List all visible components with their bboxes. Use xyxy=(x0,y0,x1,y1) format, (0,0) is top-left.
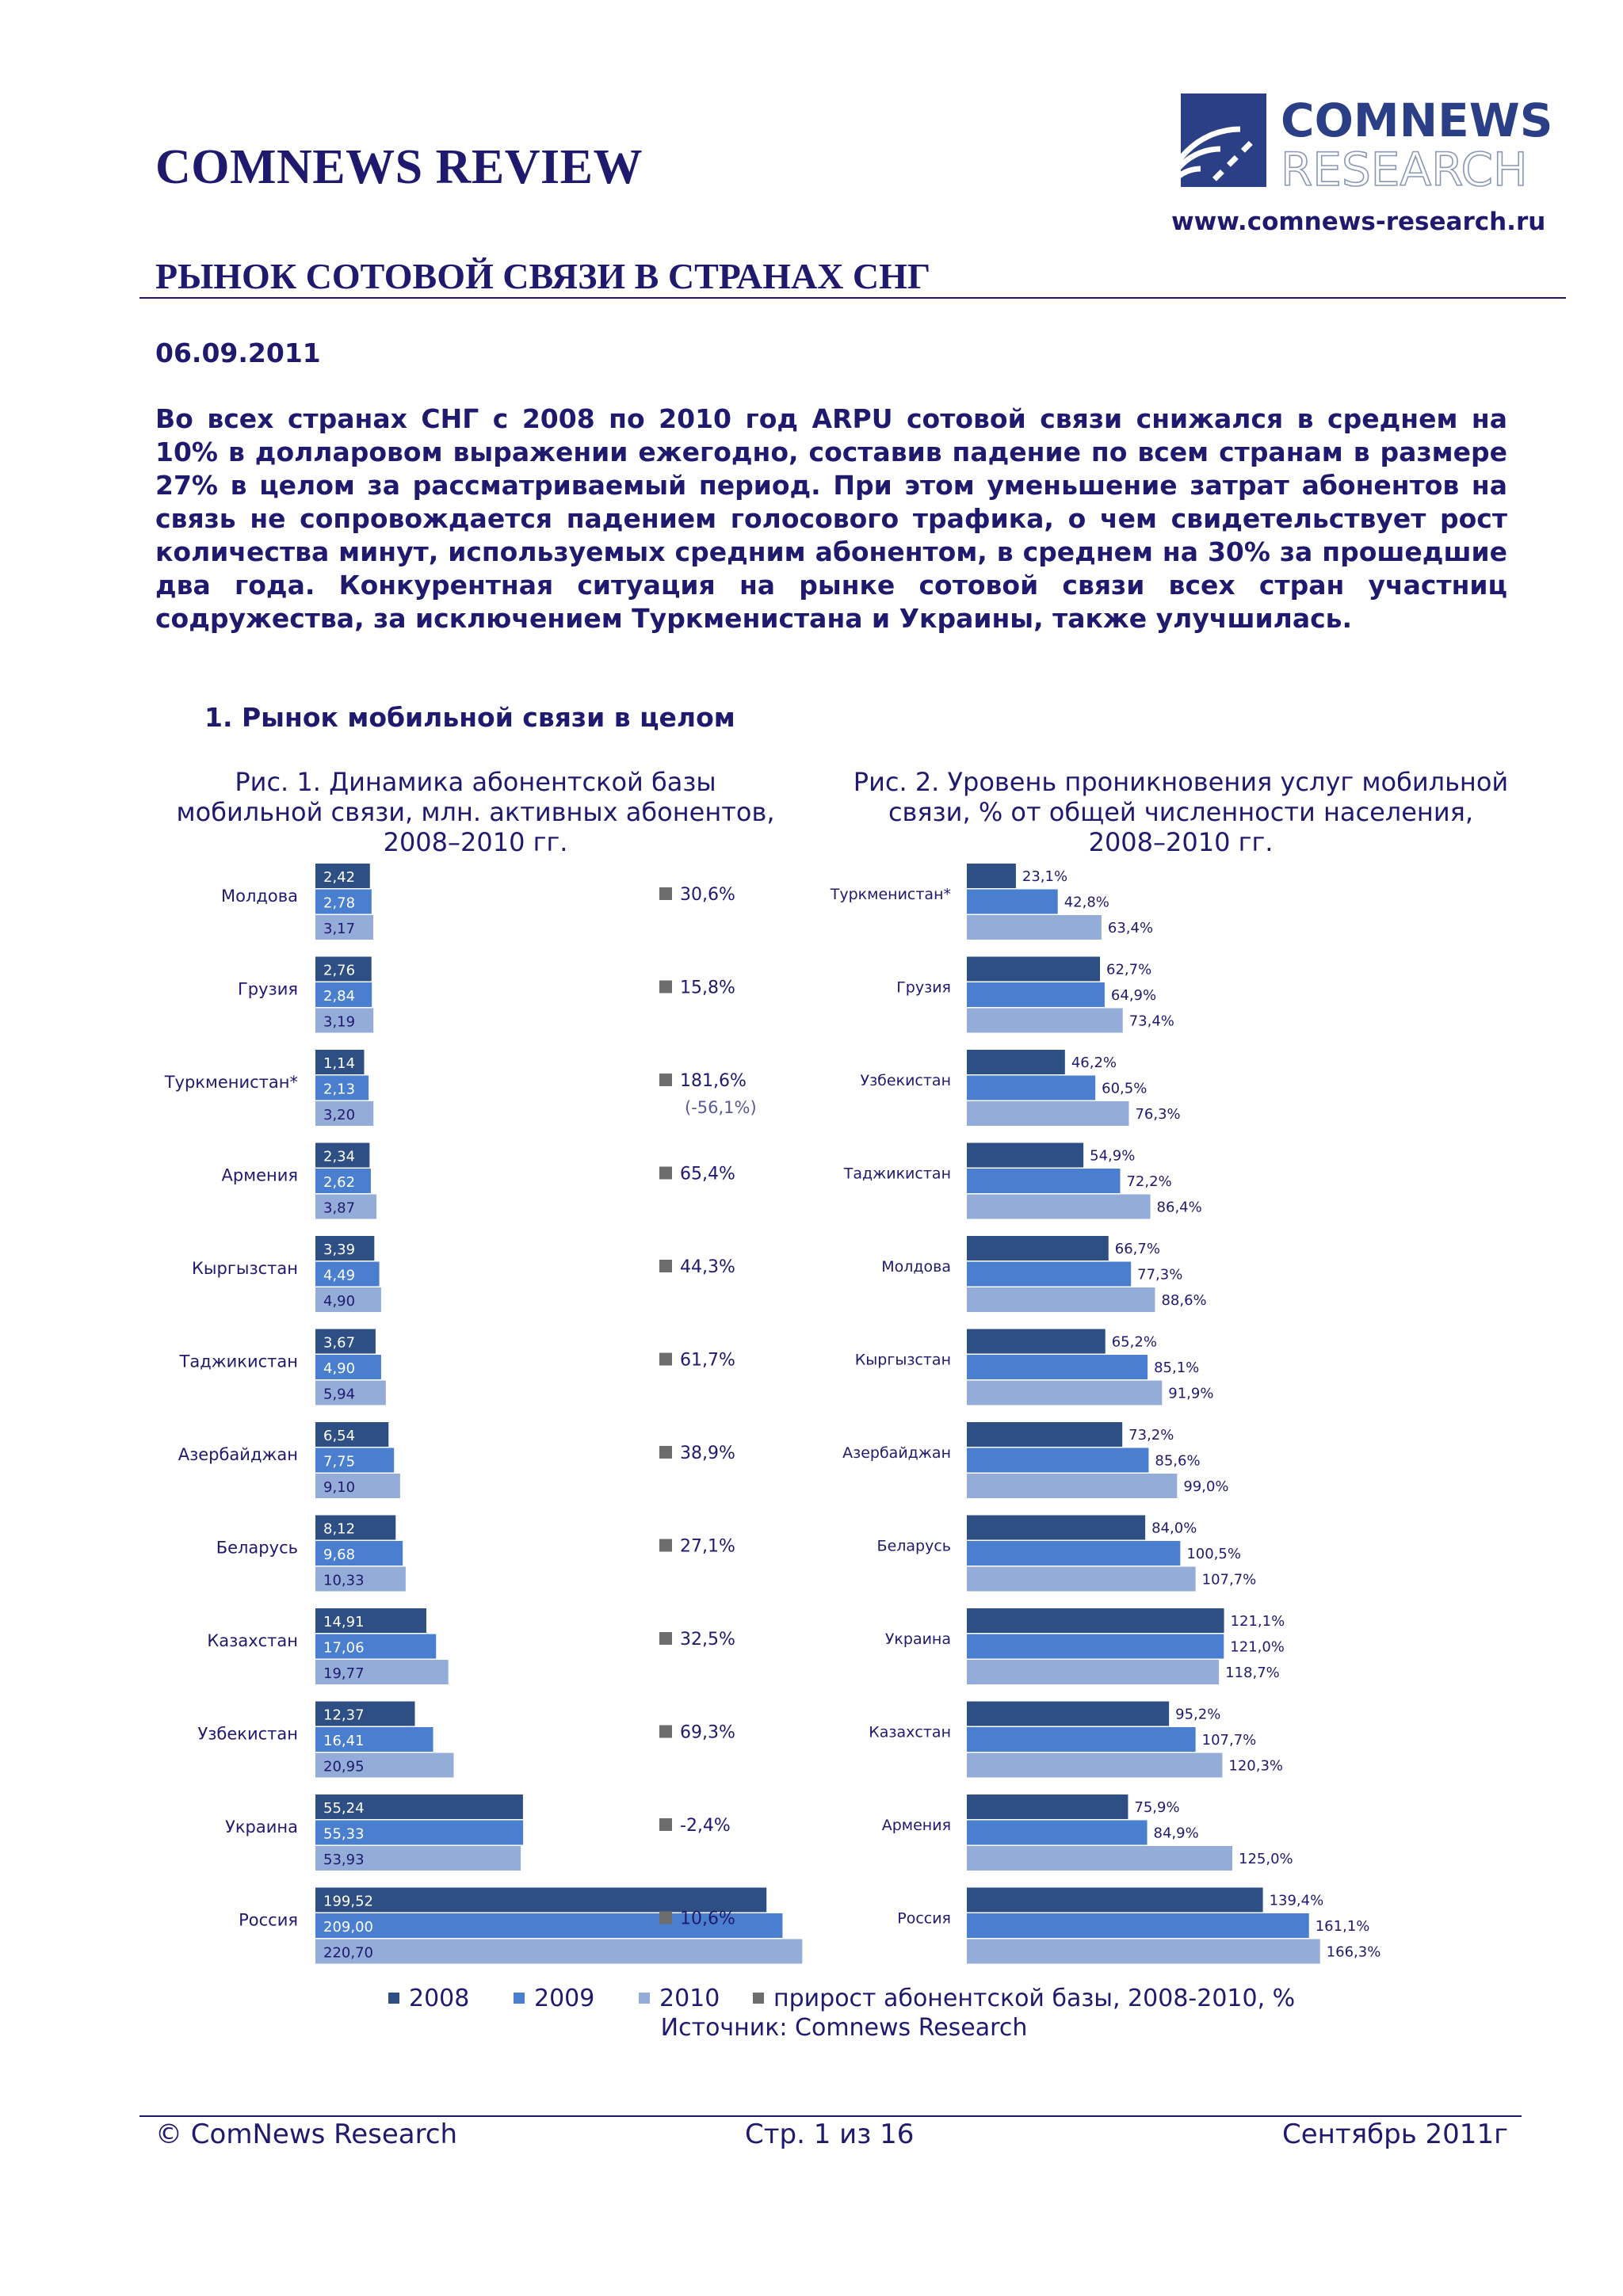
fig1-growth-label-кыргызстан: 44,3% xyxy=(680,1257,735,1277)
figure-1-caption: Рис. 1. Динамика абонентской базы мобильной связи, млн. активных абонентов, 2008–2010 гг. xyxy=(176,767,775,857)
fig1-bar-label-2008-азербайджан: 6,54 xyxy=(323,1428,356,1444)
fig2-category-казахстан: Казахстан xyxy=(869,1723,951,1741)
fig2-category-украина: Украина xyxy=(884,1630,951,1648)
fig2-category-грузия: Грузия xyxy=(896,978,951,997)
fig2-bar-2009-украина xyxy=(967,1634,1224,1659)
fig2-bar-label-2009-туркменистан: 42,8% xyxy=(1064,894,1109,911)
fig2-bar-label-2010-россия: 166,3% xyxy=(1326,1943,1381,1961)
footer-page-number: Стр. 1 из 16 xyxy=(745,2119,915,2150)
fig1-bar-label-2009-азербайджан: 7,75 xyxy=(323,1453,356,1470)
chart-legend xyxy=(388,1981,1371,2016)
fig2-bar-label-2009-молдова: 77,3% xyxy=(1137,1266,1183,1283)
fig1-bar-label-2010-беларусь: 10,33 xyxy=(323,1572,365,1589)
fig1-bar-label-2008-молдова: 2,42 xyxy=(323,869,356,886)
fig2-category-армения: Армения xyxy=(881,1817,951,1834)
fig2-bar-2008-молдова xyxy=(967,1236,1109,1261)
fig1-bar-label-2010-азербайджан: 9,10 xyxy=(323,1479,356,1496)
fig2-category-молдова: Молдова xyxy=(881,1258,951,1276)
legend-swatch-2009 xyxy=(514,1993,525,2004)
logo-text-top: COMNEWS xyxy=(1281,93,1553,147)
fig1-growth-label-армения: 65,4% xyxy=(680,1164,735,1184)
fig2-bar-label-2008-казахстан: 95,2% xyxy=(1175,1706,1221,1723)
fig2-category-таджикистан: Таджикистан xyxy=(843,1165,951,1183)
fig1-bar-label-2010-молдова: 3,17 xyxy=(323,921,356,937)
fig1-bar-label-2010-туркменистан: 3,20 xyxy=(323,1107,356,1123)
fig1-growth-label-азербайджан: 38,9% xyxy=(680,1444,735,1463)
fig2-category-кыргызстан: Кыргызстан xyxy=(854,1351,951,1369)
fig1-growth-marker-молдова xyxy=(659,887,672,900)
fig1-bar-label-2009-казахстан: 17,06 xyxy=(323,1639,365,1657)
fig2-bar-2010-туркменистан xyxy=(967,915,1102,940)
legend-item-2009 xyxy=(514,1981,594,2016)
fig2-bar-2009-узбекистан xyxy=(967,1076,1095,1100)
fig2-bar-label-2010-грузия: 73,4% xyxy=(1128,1013,1174,1030)
fig2-bar-label-2008-украина: 121,1% xyxy=(1230,1613,1285,1630)
fig2-bar-label-2010-таджикистан: 86,4% xyxy=(1156,1199,1202,1216)
legend-item-2008 xyxy=(388,1981,469,2016)
fig1-bar-label-2008-армения: 2,34 xyxy=(323,1148,356,1165)
fig2-bar-2010-азербайджан xyxy=(967,1474,1177,1498)
fig1-growth-label-молдова: 30,6% xyxy=(680,885,735,905)
fig1-category-беларусь: Беларусь xyxy=(216,1538,298,1558)
fig1-growth-label-казахстан: 32,5% xyxy=(680,1630,735,1650)
fig2-bar-2008-грузия xyxy=(967,957,1100,982)
fig2-bar-label-2009-казахстан: 107,7% xyxy=(1201,1732,1257,1749)
fig1-growth-label-россия: 10,6% xyxy=(680,1909,735,1929)
legend-swatch-2010 xyxy=(639,1993,650,2004)
fig1-category-казахстан: Казахстан xyxy=(207,1631,298,1650)
fig2-bar-2008-таджикистан xyxy=(967,1143,1083,1168)
fig1-bar-label-2010-грузия: 3,19 xyxy=(323,1013,356,1031)
fig1-bar-label-2008-узбекистан: 12,37 xyxy=(323,1707,365,1724)
fig1-bar-label-2008-украина: 55,24 xyxy=(323,1800,365,1817)
fig2-bar-label-2008-беларусь: 84,0% xyxy=(1151,1520,1197,1537)
fig1-category-грузия: Грузия xyxy=(237,979,298,999)
fig1-growth-marker-туркменистан xyxy=(659,1074,672,1086)
fig2-bar-label-2009-кыргызстан: 85,1% xyxy=(1154,1360,1200,1376)
fig1-growth-label-узбекистан: 69,3% xyxy=(680,1722,735,1743)
fig2-bar-label-2010-казахстан: 120,3% xyxy=(1228,1757,1284,1775)
fig1-growth-marker-казахстан xyxy=(659,1632,672,1645)
fig2-bar-label-2008-грузия: 62,7% xyxy=(1106,961,1152,978)
fig2-bar-label-2010-молдова: 88,6% xyxy=(1161,1292,1207,1309)
fig1-growth-marker-украина xyxy=(659,1818,672,1831)
fig1-growth-marker-кыргызстан xyxy=(659,1260,672,1272)
fig2-bar-label-2009-таджикистан: 72,2% xyxy=(1126,1173,1172,1190)
fig2-bar-label-2009-россия: 161,1% xyxy=(1315,1918,1370,1935)
fig2-bar-2009-таджикистан xyxy=(967,1169,1120,1193)
fig2-bar-2008-туркменистан xyxy=(967,864,1016,888)
fig2-bar-label-2008-армения: 75,9% xyxy=(1134,1799,1180,1816)
fig2-bar-2008-узбекистан xyxy=(967,1050,1065,1074)
footer-divider xyxy=(139,2115,1522,2117)
fig1-bar-label-2010-украина: 53,93 xyxy=(323,1852,365,1868)
site-url-link[interactable]: www.comnews-research.ru xyxy=(1171,208,1546,236)
review-title: COMNEWS REVIEW xyxy=(155,140,643,194)
fig1-bar-label-2009-молдова: 2,78 xyxy=(323,894,356,912)
legend-item-2010 xyxy=(639,1981,720,2016)
fig2-category-узбекистан: Узбекистан xyxy=(860,1072,951,1089)
fig1-growth-label-таджикистан: 61,7% xyxy=(680,1350,735,1371)
sub-heading: 1. Рынок мобильной связи в целом xyxy=(204,702,735,733)
fig1-bar-label-2010-таджикистан: 5,94 xyxy=(323,1386,356,1403)
legend-item-growth xyxy=(753,1981,1295,2016)
fig1-category-азербайджан: Азербайджан xyxy=(178,1445,298,1464)
fig1-growth-label-туркменистан: 181,6% xyxy=(680,1071,747,1091)
fig1-growth-marker-беларусь xyxy=(659,1539,672,1552)
fig2-bar-label-2009-украина: 121,0% xyxy=(1230,1638,1285,1656)
fig2-bar-label-2009-азербайджан: 85,6% xyxy=(1155,1452,1201,1470)
fig2-bar-label-2008-кыргызстан: 65,2% xyxy=(1111,1333,1157,1351)
fig1-bar-label-2010-армения: 3,87 xyxy=(323,1199,356,1217)
fig1-growth-marker-таджикистан xyxy=(659,1353,672,1366)
fig2-bar-label-2008-туркменистан: 23,1% xyxy=(1022,868,1068,885)
fig1-bar-label-2009-кыргызстан: 4,49 xyxy=(323,1267,356,1284)
fig2-bar-label-2009-узбекистан: 60,5% xyxy=(1102,1080,1148,1097)
fig1-category-россия: Россия xyxy=(239,1910,298,1930)
fig1-bar-label-2010-кыргызстан: 4,90 xyxy=(323,1293,356,1310)
fig1-growth-marker-азербайджан xyxy=(659,1446,672,1459)
legend-label-2010: 2010 xyxy=(659,1984,720,2012)
legend-swatch-growth xyxy=(753,1993,764,2004)
fig1-bar-label-2008-кыргызстан: 3,39 xyxy=(323,1241,356,1258)
fig1-category-кыргызстан: Кыргызстан xyxy=(192,1259,298,1278)
charts-svg xyxy=(151,864,1466,2004)
fig2-bar-2010-кыргызстан xyxy=(967,1381,1162,1405)
footer-date: Сентябрь 2011г xyxy=(1282,2119,1508,2150)
fig2-category-беларусь: Беларусь xyxy=(876,1537,951,1555)
fig2-bar-2010-узбекистан xyxy=(967,1101,1128,1126)
fig2-bar-label-2009-грузия: 64,9% xyxy=(1110,987,1157,1004)
legend-label-growth: прирост абонентской базы, 2008-2010, % xyxy=(773,1984,1296,2012)
fig1-bar-label-2008-россия: 199,52 xyxy=(323,1893,373,1910)
fig1-bar-label-2009-армения: 2,62 xyxy=(323,1174,356,1191)
fig1-growth-marker-узбекистан xyxy=(659,1726,672,1738)
legend-label-2008: 2008 xyxy=(409,1984,470,2012)
fig2-bar-label-2009-армения: 84,9% xyxy=(1153,1825,1199,1842)
fig2-bar-2010-армения xyxy=(967,1846,1232,1871)
fig1-growth-note: (-56,1%) xyxy=(685,1098,757,1117)
fig1-bar-label-2008-грузия: 2,76 xyxy=(323,962,356,979)
fig2-bar-label-2010-азербайджан: 99,0% xyxy=(1183,1478,1229,1495)
fig1-bar-2010-россия xyxy=(315,1939,802,1964)
fig2-bar-label-2008-россия: 139,4% xyxy=(1269,1892,1324,1909)
fig1-bar-label-2008-казахстан: 14,91 xyxy=(323,1614,365,1630)
logo-text-bottom: RESEARCH xyxy=(1281,143,1528,193)
fig2-bar-label-2008-таджикистан: 54,9% xyxy=(1090,1147,1136,1165)
fig2-bar-2008-украина xyxy=(967,1608,1224,1633)
publication-date: 06.09.2011 xyxy=(155,338,321,368)
fig1-bar-label-2009-украина: 55,33 xyxy=(323,1825,365,1843)
fig2-bar-2008-армения xyxy=(967,1794,1128,1819)
comnews-research-logo[interactable] xyxy=(1181,93,1553,193)
fig2-bar-2010-таджикистан xyxy=(967,1195,1151,1219)
fig1-growth-label-украина: -2,4% xyxy=(680,1816,731,1836)
fig2-bar-2009-армения xyxy=(967,1821,1148,1845)
fig2-bar-2009-молдова xyxy=(967,1262,1131,1287)
fig2-bar-2010-грузия xyxy=(967,1009,1123,1033)
fig1-category-таджикистан: Таджикистан xyxy=(179,1352,298,1371)
fig2-bar-label-2010-кыргызстан: 91,9% xyxy=(1168,1385,1214,1402)
fig1-bar-label-2010-казахстан: 19,77 xyxy=(323,1665,365,1682)
fig2-bar-label-2009-беларусь: 100,5% xyxy=(1186,1546,1241,1562)
fig2-bar-2009-кыргызстан xyxy=(967,1355,1148,1379)
fig2-bar-2009-туркменистан xyxy=(967,890,1058,914)
logo-mark xyxy=(1181,93,1553,193)
fig1-growth-marker-грузия xyxy=(659,981,672,994)
fig2-bar-2010-молдова xyxy=(967,1287,1155,1312)
fig1-growth-label-беларусь: 27,1% xyxy=(680,1536,735,1557)
fig2-bar-2008-казахстан xyxy=(967,1702,1169,1726)
fig1-bar-label-2010-россия: 220,70 xyxy=(323,1944,373,1962)
fig2-bar-2008-кыргызстан xyxy=(967,1329,1106,1354)
fig2-bar-2010-беларусь xyxy=(967,1567,1196,1592)
footer-copyright: © ComNews Research xyxy=(155,2119,458,2150)
fig2-bar-label-2010-армения: 125,0% xyxy=(1239,1851,1293,1867)
fig1-bar-label-2008-беларусь: 8,12 xyxy=(323,1520,356,1538)
chart-source: Источник: Comnews Research xyxy=(660,2014,1028,2042)
title-divider xyxy=(139,297,1566,299)
fig1-bar-label-2009-таджикистан: 4,90 xyxy=(323,1360,356,1377)
fig2-bar-2009-казахстан xyxy=(967,1727,1196,1752)
fig1-category-молдова: Молдова xyxy=(220,887,298,906)
fig2-bar-2009-азербайджан xyxy=(967,1448,1148,1473)
fig2-category-россия: Россия xyxy=(897,1909,951,1928)
fig1-bar-label-2008-таджикистан: 3,67 xyxy=(323,1334,356,1352)
fig2-bar-2010-россия xyxy=(967,1939,1320,1964)
fig1-category-украина: Украина xyxy=(225,1817,298,1836)
charts-panel xyxy=(151,864,1466,2004)
fig1-bar-label-2009-россия: 209,00 xyxy=(323,1919,373,1936)
fig1-category-узбекистан: Узбекистан xyxy=(197,1724,298,1744)
fig1-bar-label-2008-туркменистан: 1,14 xyxy=(323,1055,356,1072)
fig1-category-армения: Армения xyxy=(221,1165,298,1185)
fig2-category-туркменистан: Туркменистан* xyxy=(830,886,951,903)
legend-label-2009: 2009 xyxy=(534,1984,595,2012)
section-title: РЫНОК СОТОВОЙ СВЯЗИ В СТРАНАХ СНГ xyxy=(155,256,931,296)
legend-swatch-2008 xyxy=(388,1993,399,2004)
fig2-bar-2010-украина xyxy=(967,1660,1219,1684)
fig1-bar-label-2009-узбекистан: 16,41 xyxy=(323,1733,365,1749)
fig2-bar-label-2008-узбекистан: 46,2% xyxy=(1071,1055,1117,1071)
fig2-bar-2008-россия xyxy=(967,1888,1263,1913)
fig2-bar-2008-азербайджан xyxy=(967,1422,1122,1447)
fig1-growth-marker-армения xyxy=(659,1167,672,1180)
fig2-bar-2010-казахстан xyxy=(967,1753,1222,1778)
fig1-bar-label-2009-грузия: 2,84 xyxy=(323,988,356,1005)
figure-2-caption: Рис. 2. Уровень проникновения услуг мобильной связи, % от общей численности населения, 2008–2010 гг. xyxy=(853,767,1509,857)
fig2-bar-2009-грузия xyxy=(967,982,1105,1007)
fig2-bar-2009-беларусь xyxy=(967,1541,1180,1566)
fig1-growth-marker-россия xyxy=(659,1912,672,1924)
fig2-bar-2009-россия xyxy=(967,1913,1309,1938)
fig2-category-азербайджан: Азербайджан xyxy=(842,1444,951,1462)
fig2-bar-label-2010-туркменистан: 63,4% xyxy=(1107,920,1154,936)
fig2-bar-label-2010-украина: 118,7% xyxy=(1225,1665,1280,1681)
fig2-bar-label-2008-молдова: 66,7% xyxy=(1114,1241,1160,1257)
fig1-bar-label-2009-беларусь: 9,68 xyxy=(323,1547,356,1563)
fig2-bar-label-2010-беларусь: 107,7% xyxy=(1201,1571,1257,1589)
fig2-bar-2008-беларусь xyxy=(967,1516,1145,1540)
fig1-bar-label-2009-туркменистан: 2,13 xyxy=(323,1081,356,1098)
intro-paragraph: Во всех странах СНГ с 2008 по 2010 год ARPU сотовой связи снижался в среднем на 10% в долларовом выражении ежегодно, составив падение по всем странам в размере 27% в целом за рассматриваемый период. При этом уменьшение затрат абонентов на связь не сопровождается падением голосового трафика, о чем свидетельствует рост количества минут, используемых средним абонентом, в среднем на 30% за прошедшие два года. Конкурентная ситуация на рынке сотовой связи всех стран участниц содружества, за исключением Туркменистана и Украины, также улучшилась. xyxy=(155,403,1507,634)
fig2-bar-label-2008-азербайджан: 73,2% xyxy=(1128,1427,1174,1444)
fig2-bar-label-2010-узбекистан: 76,3% xyxy=(1135,1106,1181,1123)
fig1-growth-label-грузия: 15,8% xyxy=(680,978,735,998)
fig1-bar-label-2010-узбекистан: 20,95 xyxy=(323,1758,365,1775)
fig1-category-туркменистан: Туркменистан* xyxy=(164,1073,298,1092)
